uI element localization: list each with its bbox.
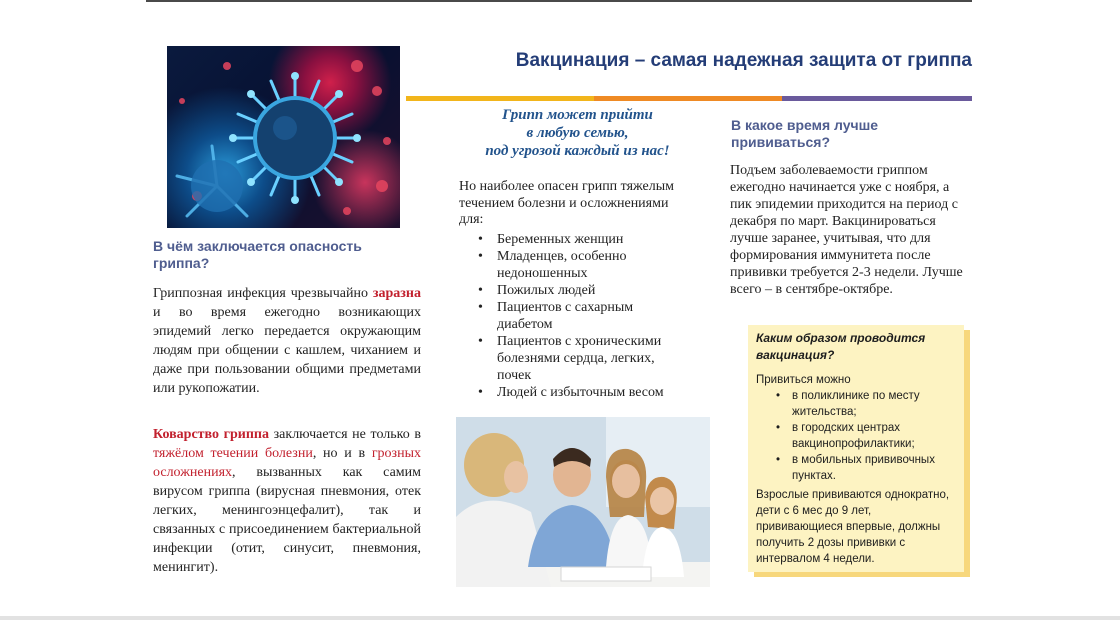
bullet-icon: • xyxy=(478,283,483,298)
bullet-icon: • xyxy=(478,232,483,247)
contagion-text-1: Гриппозная инфекция чрезвычайно xyxy=(153,286,373,301)
risk-group-label: Пациентов с сахарным диабетом xyxy=(497,300,634,332)
insidiousness-text-2: , но и в xyxy=(312,446,372,461)
slogan xyxy=(440,106,715,160)
bullet-icon: • xyxy=(478,385,483,400)
title-bar-yellow xyxy=(406,96,594,101)
timing-text: Подъем заболеваемости гриппом ежегодно начинается уже с ноября, а пик эпидемии приходится на период с декабря по март. Вакцинироваться лучше заранее, учитывая, что для формирования иммунитета после прививки требуется 2-3 недели. Лучше всего – в сентябре-октябре. xyxy=(730,163,963,297)
bullet-icon: • xyxy=(776,454,781,466)
list-item xyxy=(478,282,678,299)
vaccination-places-list xyxy=(776,388,956,484)
slogan-line-2: в любую семью, xyxy=(526,125,629,141)
risk-group-label: Беременных женщин xyxy=(497,232,624,247)
bullet-icon: • xyxy=(776,422,781,434)
severe-course-highlight: тяжёлом течении болезни xyxy=(153,446,313,461)
bullet-icon: • xyxy=(478,249,483,264)
top-rule xyxy=(146,0,972,2)
list-item xyxy=(478,248,678,282)
title-bar-orange xyxy=(594,96,782,101)
family-doctor-photo xyxy=(456,417,710,587)
contagion-paragraph xyxy=(153,284,421,398)
list-item xyxy=(776,388,956,420)
risk-group-label: Младенцев, особенно недоношенных xyxy=(497,249,627,281)
virus-image xyxy=(167,46,400,228)
info-box-footer: Взрослые прививаются однократно, дети с 6 мес до 9 лет, прививающиеся впервые, должны получить 2 дозы прививки с интервалом 4 недели. xyxy=(756,489,950,565)
insidiousness-text-1: заключается не только в xyxy=(269,427,421,442)
risk-group-label: Пожилых людей xyxy=(497,283,596,298)
place-label: в городских центрах вакцинопрофилактики; xyxy=(792,422,915,450)
list-item xyxy=(776,452,956,484)
bullet-icon: • xyxy=(478,300,483,315)
bullet-icon: • xyxy=(776,390,781,402)
info-box-heading: Каким образом проводится вакцинация? xyxy=(756,331,926,362)
slogan-line-3: под угрозой каждый из нас! xyxy=(485,143,670,159)
vaccination-info-box xyxy=(748,325,964,572)
bottom-rule xyxy=(0,616,1120,620)
danger-heading: В чём заключается опасность гриппа? xyxy=(153,238,362,271)
timing-heading: В какое время лучше прививаться? xyxy=(731,117,879,150)
contagion-text-2: и во время ежегодно возникающих эпидемий легко передается окружающим людям при общении с кашлем, чиханием и даже при пользовании общими предметами или рукопожатии. xyxy=(153,305,421,396)
info-box-intro: Привиться можно xyxy=(756,374,851,386)
insidiousness-highlight: Коварство гриппа xyxy=(153,427,269,442)
list-item xyxy=(478,333,678,384)
place-label: в поликлинике по месту жительства; xyxy=(792,390,920,418)
list-item xyxy=(478,384,678,401)
title-bar-purple xyxy=(782,96,972,101)
list-item xyxy=(478,231,678,248)
contagious-highlight: заразна xyxy=(372,286,421,301)
risk-group-list xyxy=(478,231,678,401)
risk-group-label: Пациентов с хроническими болезнями сердца, легких, почек xyxy=(497,334,662,383)
risk-intro: Но наиболее опасен грипп тяжелым течением болезни и осложнениями для: xyxy=(459,179,675,227)
list-item xyxy=(478,299,678,333)
list-item xyxy=(776,420,956,452)
insidiousness-text-3: , вызванных как самим вирусом гриппа (вирусная пневмония, отек легких, менингоэнцефалит), так и связанных с присоединением бактериальной инфекции (отит, синусит, пневмония, менингит). xyxy=(153,465,421,575)
page-title: Вакцинация – самая надежная защита от гриппа xyxy=(515,50,972,71)
complications-highlight: грозных осложнениях xyxy=(153,446,421,480)
risk-group-label: Людей с избыточным весом xyxy=(497,385,664,400)
bullet-icon: • xyxy=(478,334,483,349)
place-label: в мобильных прививочных пунктах. xyxy=(792,454,935,482)
slogan-line-1: Грипп может прийти xyxy=(502,107,653,123)
insidiousness-paragraph xyxy=(153,425,421,577)
